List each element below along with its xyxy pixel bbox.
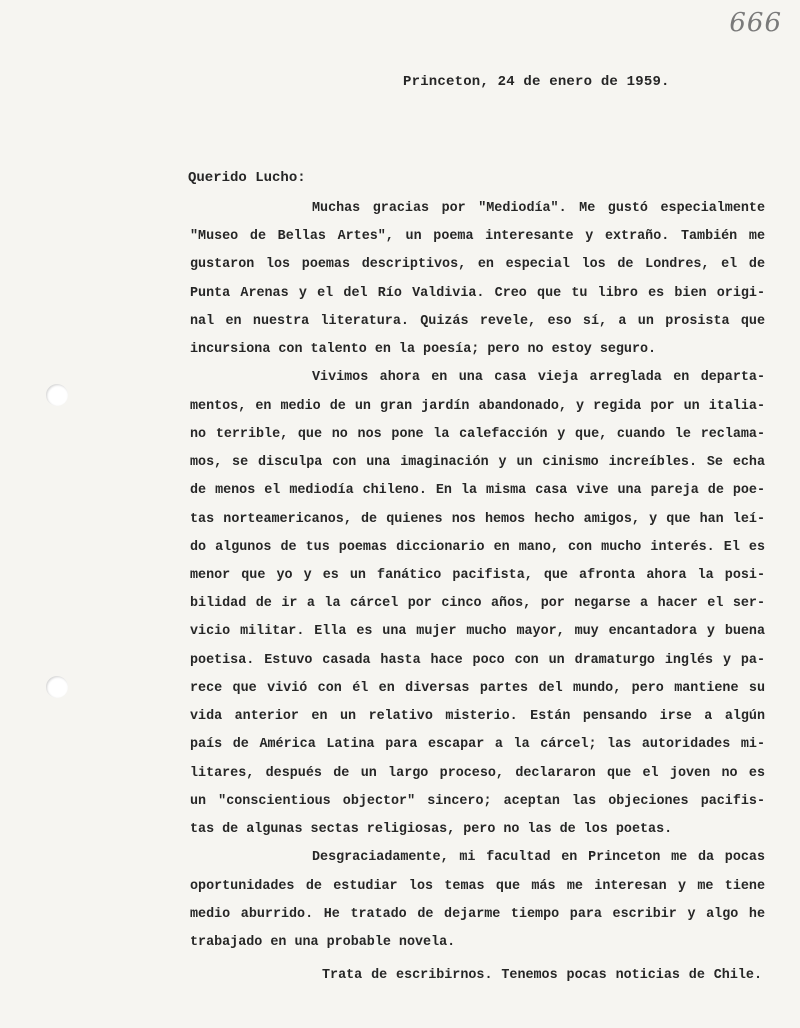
body-line: rece que vivió con él en diversas partes del mundo, pero mantiene su: [190, 681, 765, 696]
body-line: tas norteamericanos, de quienes nos hemos hecho amigos, y que han leí-: [190, 512, 765, 527]
punch-hole-bottom: [46, 676, 68, 698]
body-line: menor que yo y es un fanático pacifista, que afronta ahora la posi-: [190, 568, 765, 583]
page-number: 666: [729, 8, 782, 38]
dateline: Princeton, 24 de enero de 1959.: [403, 74, 670, 90]
salutation: Querido Lucho:: [188, 170, 306, 186]
body-line: Vivimos ahora en una casa vieja arreglada en departa-: [312, 370, 765, 385]
body-line: bilidad de ir a la cárcel por cinco años, por negarse a hacer el ser-: [190, 596, 765, 611]
body-line: Muchas gracias por "Mediodía". Me gustó especialmente: [312, 201, 765, 216]
body-line: gustaron los poemas descriptivos, en especial los de Londres, el de: [190, 257, 765, 272]
punch-hole-top: [46, 384, 68, 406]
body-line: mentos, en medio de un gran jardín abandonado, y regida por un italia-: [190, 399, 765, 414]
body-line: vida anterior en un relativo misterio. Están pensando irse a algún: [190, 709, 765, 724]
body-line: Desgraciadamente, mi facultad en Princeton me da pocas: [312, 850, 765, 865]
body-line: mos, se disculpa con una imaginación y un cinismo increíbles. Se echa: [190, 455, 765, 470]
body-line: tas de algunas sectas religiosas, pero no las de los poetas.: [190, 822, 673, 837]
body-line: Punta Arenas y el del Río Valdivia. Creo que tu libro es bien origi-: [190, 286, 765, 301]
body-line: de menos el mediodía chileno. En la misma casa vive una pareja de poe-: [190, 483, 765, 498]
body-line: medio aburrido. He tratado de dejarme tiempo para escribir y algo he: [190, 907, 765, 922]
body-line: do algunos de tus poemas diccionario en mano, con mucho interés. El es: [190, 540, 765, 555]
body-line: "Museo de Bellas Artes", un poema interesante y extraño. También me: [190, 229, 765, 244]
body-line: un "conscientious objector" sincero; aceptan las objeciones pacifis-: [190, 794, 765, 809]
body-line: nal en nuestra literatura. Quizás revele, eso sí, a un prosista que: [190, 314, 765, 329]
body-line: país de América Latina para escapar a la cárcel; las autoridades mi-: [190, 737, 765, 752]
body-line: no terrible, que no nos pone la calefacción y que, cuando le reclama-: [190, 427, 765, 442]
closing-line: Trata de escribirnos. Tenemos pocas noticias de Chile.: [322, 968, 762, 983]
body-line: poetisa. Estuvo casada hasta hace poco con un dramaturgo inglés y pa-: [190, 653, 765, 668]
body-line: oportunidades de estudiar los temas que más me interesan y me tiene: [190, 879, 765, 894]
body-line: litares, después de un largo proceso, declararon que el joven no es: [190, 766, 765, 781]
body-line: incursiona con talento en la poesía; pero no estoy seguro.: [190, 342, 657, 357]
body-line: trabajado en una probable novela.: [190, 935, 456, 950]
body-line: vicio militar. Ella es una mujer mucho mayor, muy encantadora y buena: [190, 624, 765, 639]
